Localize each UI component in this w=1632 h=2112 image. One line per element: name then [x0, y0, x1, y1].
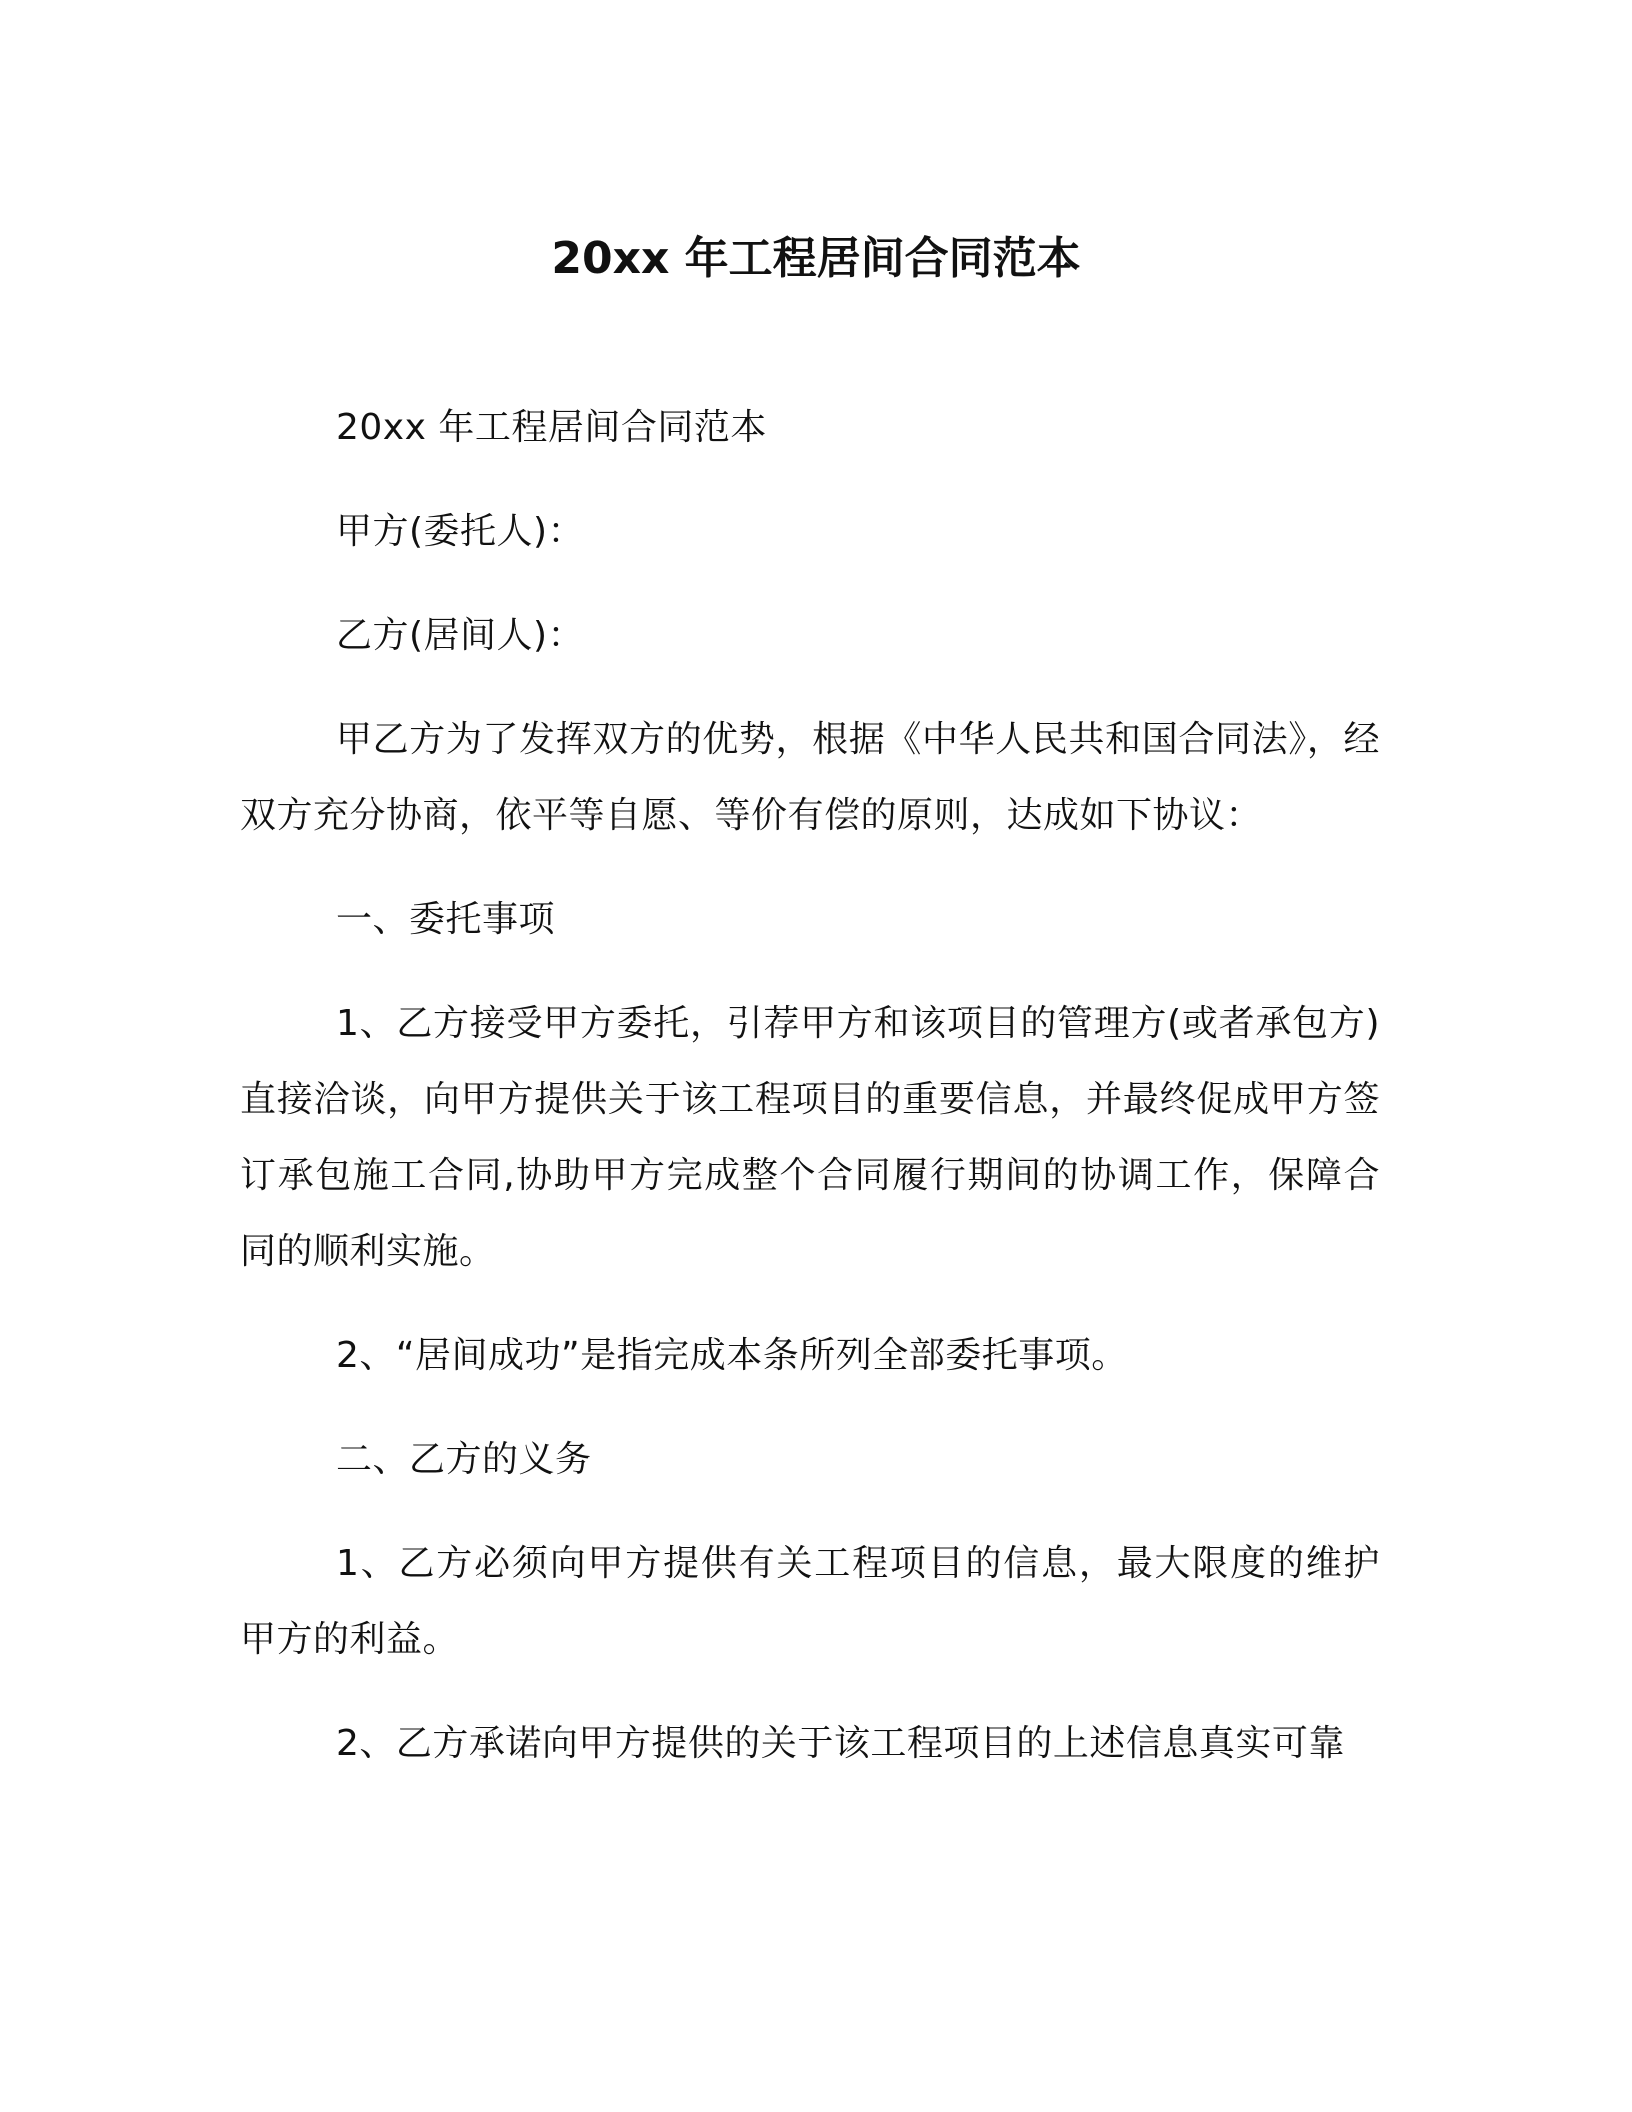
party-a-line: 甲方(委托人)： [336, 511, 585, 552]
subtitle-paragraph: 20xx 年工程居间合同范本 [336, 407, 767, 448]
clause-1-2: 2、“居间成功”是指完成本条所列全部委托事项。 [336, 1335, 1128, 1376]
document-title: 20xx 年工程居间合同范本 [551, 233, 1081, 284]
party-b-line: 乙方(居间人)： [336, 615, 585, 656]
section-heading-1: 一、委托事项 [336, 899, 556, 940]
clause-2-1: 1、乙方必须向甲方提供有关工程项目的信息，最大限度的维护甲方的利益。 [240, 1543, 1380, 1660]
clause-1-1: 1、乙方接受甲方委托，引荐甲方和该项目的管理方(或者承包方)直接洽谈，向甲方提供关于该工程项目的重要信息，并最终促成甲方签订承包施工合同,协助甲方完成整个合同履行期间的协调工作，保障合同的顺利实施。 [240, 1003, 1380, 1272]
document-body [240, 390, 1380, 1782]
clause-2-2: 2、乙方承诺向甲方提供的关于该工程项目的上述信息真实可靠 [336, 1723, 1345, 1764]
section-heading-2: 二、乙方的义务 [336, 1439, 592, 1480]
preamble-paragraph: 甲乙方为了发挥双方的优势，根据《中华人民共和国合同法》，经双方充分协商，依平等自愿、等价有偿的原则，达成如下协议： [240, 719, 1380, 836]
